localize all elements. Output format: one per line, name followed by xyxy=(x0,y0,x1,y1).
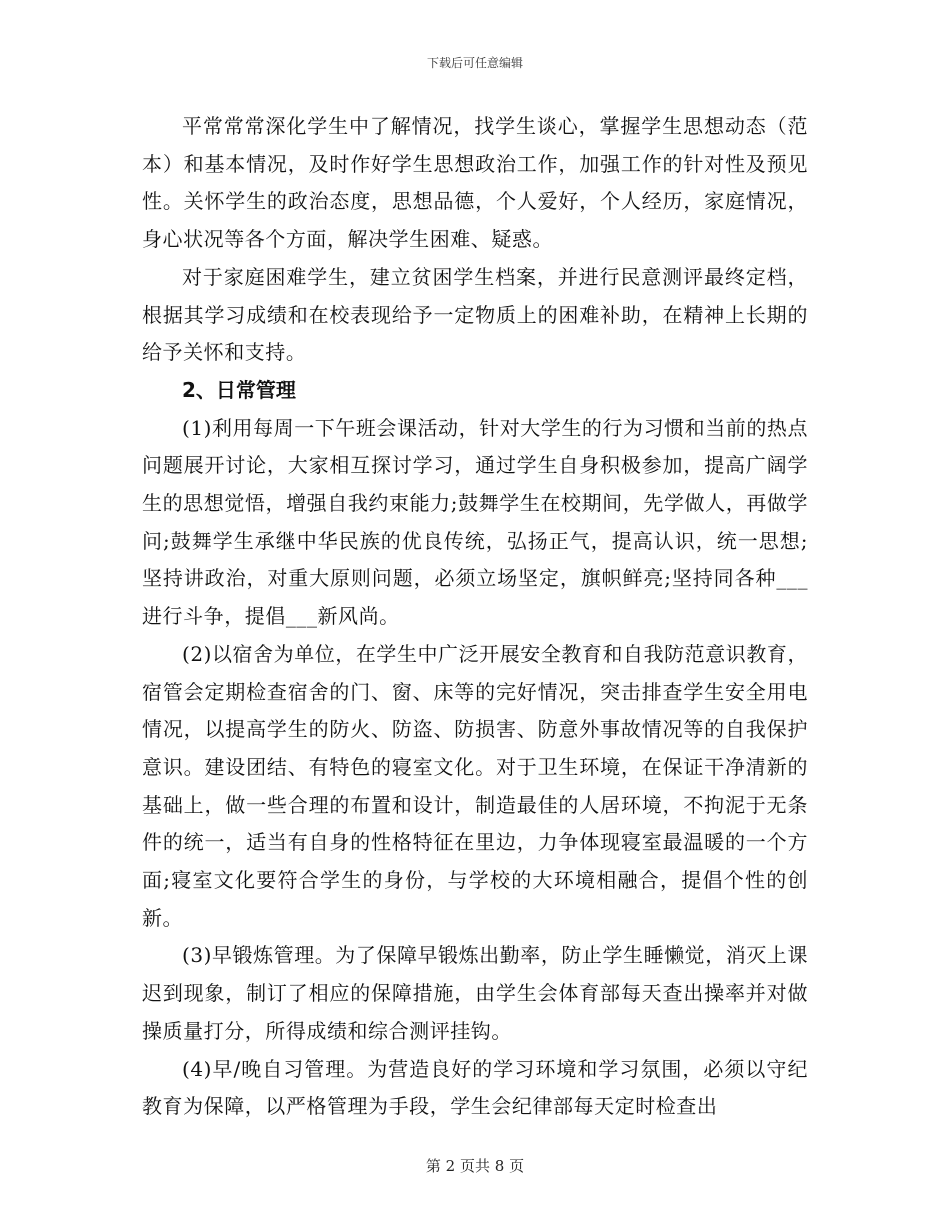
section-heading: 2、日常管理 xyxy=(182,377,296,402)
item-self-study: (4)早/晚自习管理。为营造良好的学习环境和学习氛围，必须以守纪教育为保障，以严格管理为手段，学生会纪律部每天定时检查出 xyxy=(142,1056,808,1119)
item-dormitory-safety: (2)以宿舍为单位，在学生中广泛开展安全教育和自我防范意识教育，宿管会定期检查宿舍的门、窗、床等的完好情况，突击排查学生安全用电情况，以提高学生的防火、防盗、防损害、防意外事故情况等的自我保护意识。建设团结、有特色的寝室文化。对于卫生环境，在保证干净清新的基础上，做一些合理的布置和设计，制造最佳的人居环境，不拘泥于无条件的统一，适当有自身的性格特征在里边，力争体现寝室最温暖的一个方面;寝室文化要符合学生的身份，与学校的大环境相融合，提倡个性的创新。 xyxy=(142,641,808,930)
item-morning-exercise: (3)早锻炼管理。为了保障早锻炼出勤率，防止学生睡懒觉，消灭上课迟到现象，制订了相应的保障措施，由学生会体育部每天查出操率并对做操质量打分，所得成绩和综合测评挂钩。 xyxy=(142,943,808,1043)
paragraph-student-understanding: 平常常常深化学生中了解情况，找学生谈心，掌握学生思想动态（范本）和基本情况，及时作好学生思想政治工作，加强工作的针对性及预见性。关怀学生的政治态度，思想品德，个人爱好，个人经历，家庭情况，身心状况等各个方面，解决学生困难、疑惑。 xyxy=(142,114,808,252)
page-header: 下载后可任意编辑 xyxy=(426,56,523,70)
document-body xyxy=(142,108,808,1126)
paragraph-poor-students: 对于家庭困难学生，建立贫困学生档案，并进行民意测评最终定档，根据其学习成绩和在校表现给予一定物质上的困难补助，在精神上长期的给予关怀和支持。 xyxy=(142,264,808,365)
item-class-meeting: (1)利用每周一下午班会课活动，针对大学生的行为习惯和当前的热点问题展开讨论，大家相互探讨学习，通过学生自身积极参加，提高广阔学生的思想觉悟，增强自我约束能力;鼓舞学生在校期间，先学做人，再做学问;鼓舞学生承继中华民族的优良传统，弘扬正气，提高认识，统一思想;坚持讲政治，对重大原则问题，必须立场坚定，旗帜鲜亮;坚持同各种___进行斗争，提倡___新风尚。 xyxy=(142,415,808,629)
page-number: 第 2 页共 8 页 xyxy=(425,1157,525,1175)
